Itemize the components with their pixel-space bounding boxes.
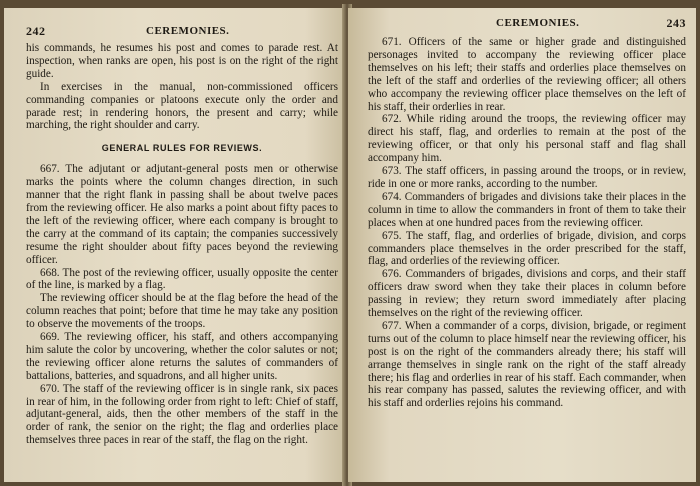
rule-667: 667. The adjutant or adjutant-general posts men or otherwise marks the points where the column changes direction, in such manner that the right flank in passing shall be about twelve paces from the reviewing officer. He also marks a point about fifty paces to the left of the reviewing officer, where each company is brought to the carry at the command of its captain; the companies successively resume the right shoulder about fifty paces beyond the reviewing officer. [26, 163, 338, 266]
rule-670: 670. The staff of the reviewing officer is in single rank, six paces in rear of him, in the following order from right to left: Chief of staff, adjutant-general, aids, then the other members of the staff in the order of rank, the senior on the right; the flag and orderlies place themselves three paces in rear of the staff, the flag on the right. [26, 382, 338, 447]
right-page-number: 243 [666, 16, 686, 30]
rule-673: 673. The staff officers, in passing around the troops, or in review, ride in one or more ranks, according to the number. [368, 165, 686, 190]
rule-669: 669. The reviewing officer, his staff, and others accompanying him salute the color by uncovering, whether the color salutes or not; the reviewing officer alone returns the salutes of commanders of battalions, batteries, and squadrons, and all higher units. [26, 331, 338, 382]
right-running-head: CEREMONIES. [496, 17, 580, 29]
right-page-header [368, 16, 686, 32]
right-page-body [368, 36, 686, 410]
rule-674: 674. Commanders of brigades and divisions take their places in the column in time to allow the commanders in front of them to take their places when at one hundred paces from the reviewing officer. [368, 190, 686, 229]
rule-668: 668. The post of the reviewing officer, usually opposite the center of the line, is marked by a flag. [26, 266, 338, 292]
left-page-number: 242 [26, 24, 46, 38]
left-page-body [26, 42, 338, 447]
rule-671: 671. Officers of the same or higher grade and distinguished personages invited to accompany the reviewing officer place themselves on his left; their staffs and orderlies place themselves on the left of the staff and orderlies of the reviewing officer; all others who accompany the reviewing officer place themselves on the left of his staff, their orderlies in rear. [368, 36, 686, 113]
rule-677: 677. When a commander of a corps, division, brigade, or regiment turns out of the column to place himself near the reviewing officer, his post is on the right of the commanders already there; his staff will arrange themselves in single rank on the right of the staff already there; his flag and orderlies in rear of his staff. Each commander, when his rear company has passed, salutes the reviewing officer, and with his staff and orderlies rejoins his command. [368, 319, 686, 410]
rule-676: 676. Commanders of brigades, divisions and corps, and their staff officers draw sword when they take their places in column before passing in review; they return sword immediately after placing themselves on the right of the reviewing officer. [368, 268, 686, 320]
right-page [348, 8, 696, 482]
rule-675: 675. The staff, flag, and orderlies of brigade, division, and corps commanders place themselves in the order prescribed for the staff, flag, and orderlies of the reviewing officer. [368, 229, 686, 268]
rule-672: 672. While riding around the troops, the reviewing officer may direct his staff, flag, and orderlies to remain at the post of the reviewing officer, or that only his personal staff and flag shall accompany him. [368, 113, 686, 165]
paragraph: his commands, he resumes his post and comes to parade rest. At inspection, when ranks are open, his post is on the right of the right guide. [26, 42, 338, 80]
paragraph: In exercises in the manual, non-commissioned officers commanding companies or platoons execute only the order and parade rest; in rendering honors, the present and carry; while marching, the right shoulder and carry. [26, 80, 338, 132]
left-running-head: CEREMONIES. [146, 25, 230, 37]
left-page [4, 8, 346, 482]
left-page-header [26, 24, 338, 40]
section-heading: GENERAL RULES FOR REVIEWS. [101, 143, 263, 154]
rule-668-continued: The reviewing officer should be at the flag before the head of the column reaches that point; before that time he may take any position to observe the movements of the troops. [26, 292, 338, 331]
